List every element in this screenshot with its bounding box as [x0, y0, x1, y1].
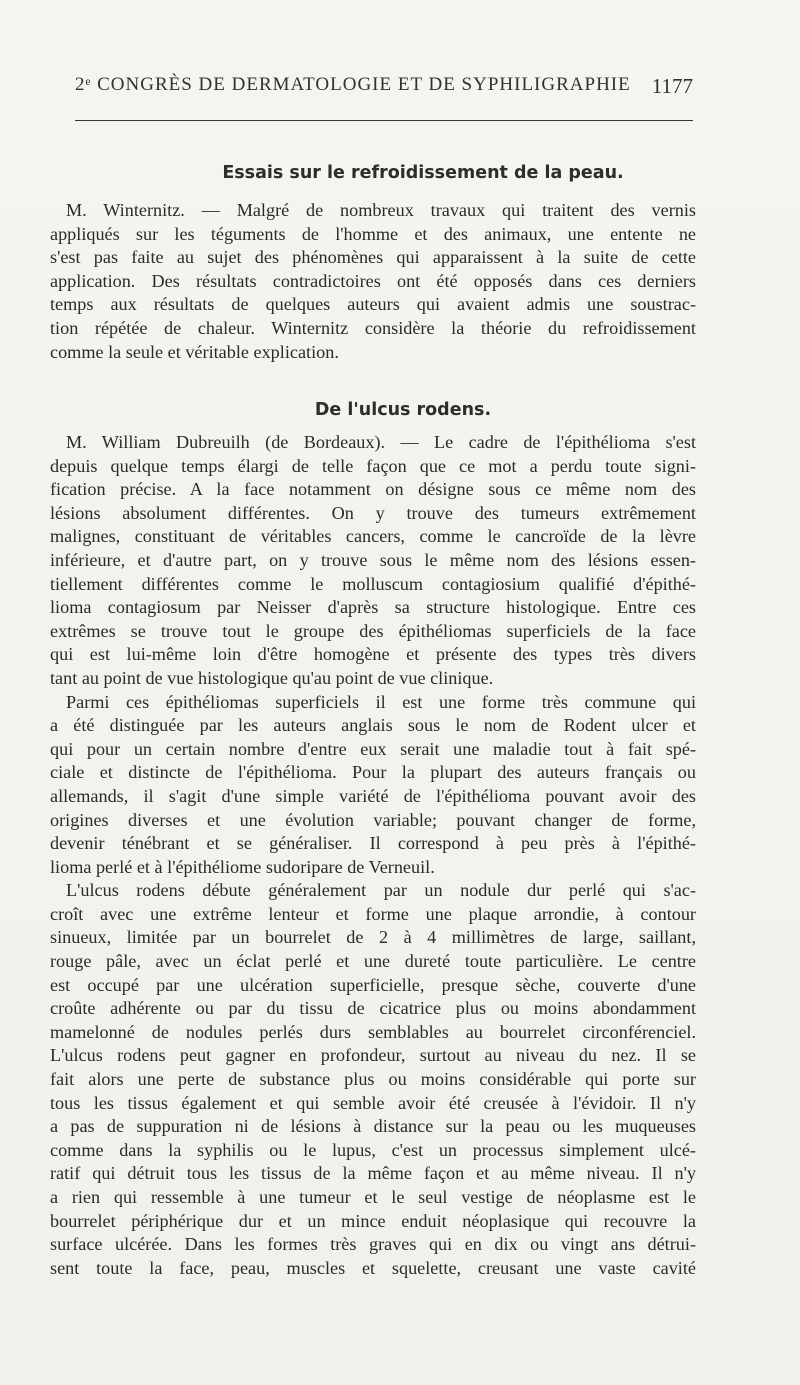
- text-line: qui est lui-même loin d'être homogène et présente des types très divers: [50, 644, 696, 665]
- text-line: rouge pâle, avec un éclat perlé et une dureté toute particulière. Le centre: [50, 951, 696, 972]
- text-line: sinueux, limitée par un bourrelet de 2 à 4 millimètres de large, saillant,: [50, 927, 696, 948]
- text-line: a rien qui ressemble à une tumeur et le seul vestige de néoplasme est le: [50, 1187, 696, 1207]
- text-line: depuis quelque temps élargi de telle façon que ce mot a perdu toute signi-: [50, 455, 696, 476]
- text-line: extrêmes se trouve tout le groupe des épithéliomas superficiels de la face: [50, 620, 696, 641]
- text-line: fait alors une perte de substance plus ou moins considérable qui porte sur: [50, 1069, 696, 1090]
- text-line: L'ulcus rodens peut gagner en profondeur, surtout au niveau du nez. Il se: [50, 1045, 696, 1066]
- text-line: tant au point de vue histologique qu'au point de vue clinique.: [50, 667, 494, 688]
- text-line: M. Winternitz. — Malgré de nombreux travaux qui traitent des vernis: [66, 200, 696, 220]
- text-line: tous les tissus également et qui semble avoir été creusée à l'évidoir. Il n'y: [50, 1092, 696, 1113]
- text-line: devenir ténébrant et se généraliser. Il correspond à peu près à l'épithé-: [50, 833, 696, 854]
- text-line: origines diverses et une évolution variable; pouvant changer de forme,: [50, 809, 696, 830]
- text-line: M. William Dubreuilh (de Bordeaux). — Le cadre de l'épithélioma s'est: [66, 432, 696, 452]
- text-line: inférieure, et d'autre part, on y trouve sous le même nom des lésions essen-: [50, 549, 696, 570]
- paragraph-dubreuilh: [50, 431, 696, 1280]
- text-line: fication précise. A la face notamment on désigne sous ce même nom des: [50, 479, 696, 500]
- text-line: tion répétée de chaleur. Winternitz considère la théorie du refroidissement: [50, 317, 696, 338]
- section-title-refroidissement: Essais sur le refroidissement de la peau.: [222, 163, 624, 183]
- text-line: lésions absolument différentes. On y trouve des tumeurs extrêmement: [50, 502, 696, 523]
- paragraph-winternitz: [50, 199, 696, 364]
- text-line: surface ulcérée. Dans les formes très graves qui en dix ou vingt ans détrui-: [50, 1234, 696, 1255]
- text-line: qui pour un certain nombre d'entre eux serait une maladie tout à fait spé-: [50, 738, 696, 759]
- text-line: tiellement différentes comme le molluscum contagiosium qualifié d'épithé-: [50, 573, 696, 594]
- text-line: croûte adhérente ou par du tissu de cicatrice plus ou moins abondamment: [50, 998, 696, 1019]
- header-title: 2ᵉ CONGRÈS DE DERMATOLOGIE ET DE SYPHILIGRAPHIE: [75, 74, 631, 95]
- page-number: 1177: [651, 74, 693, 98]
- text-line: malignes, constituant de véritables cancers, comme le cancroïde de la lèvre: [50, 526, 696, 547]
- text-line: bourrelet périphérique dur et un mince enduit néoplasique qui recouvre la: [50, 1210, 696, 1231]
- text-line: comme dans la syphilis ou le lupus, c'est un processus simplement ulcé-: [50, 1139, 696, 1160]
- text-line: allemands, il s'agit d'une simple variété de l'épithélioma pouvant avoir des: [50, 785, 696, 806]
- text-line: croît avec une extrême lenteur et forme une plaque arrondie, à contour: [50, 903, 696, 924]
- text-line: s'est pas faite au sujet des phénomènes qui apparaissent à la suite de cette: [50, 247, 696, 268]
- running-header: [75, 74, 693, 106]
- text-line: a été distinguée par les auteurs anglais sous le nom de Rodent ulcer et: [50, 715, 696, 736]
- text-line: ciale et distincte de l'épithélioma. Pour la plupart des auteurs français ou: [50, 762, 696, 783]
- header-rule: [75, 120, 693, 121]
- text-line: lioma perlé et à l'épithéliome sudoripare de Verneuil.: [50, 856, 435, 877]
- text-line: application. Des résultats contradictoires ont été opposés dans ces derniers: [50, 270, 696, 291]
- text-line: a pas de suppuration ni de lésions à distance sur la peau ou les muqueuses: [50, 1116, 696, 1137]
- text-line: sent toute la face, peau, muscles et squelette, creusant une vaste cavité: [50, 1257, 696, 1278]
- text-line: mamelonné de nodules perlés durs semblables au bourrelet circonférenciel.: [50, 1021, 696, 1042]
- text-line: est occupé par une ulcération superficielle, presque sèche, couverte d'une: [50, 974, 696, 995]
- text-line: comme la seule et véritable explication.: [50, 341, 339, 362]
- text-line: Parmi ces épithéliomas superficiels il est une forme très commune qui: [66, 691, 696, 712]
- text-line: L'ulcus rodens débute généralement par un nodule dur perlé qui s'ac-: [66, 880, 696, 901]
- text-line: ratif qui détruit tous les tissus de la même façon et au même niveau. Il n'y: [50, 1163, 696, 1184]
- text-line: appliqués sur les téguments de l'homme et des animaux, une entente ne: [50, 223, 696, 244]
- text-line: lioma contagiosum par Neisser d'après sa structure histologique. Entre ces: [50, 597, 696, 618]
- section-title-ulcus-rodens: De l'ulcus rodens.: [314, 400, 492, 420]
- text-line: temps aux résultats de quelques auteurs qui avaient admis une soustrac-: [50, 294, 696, 315]
